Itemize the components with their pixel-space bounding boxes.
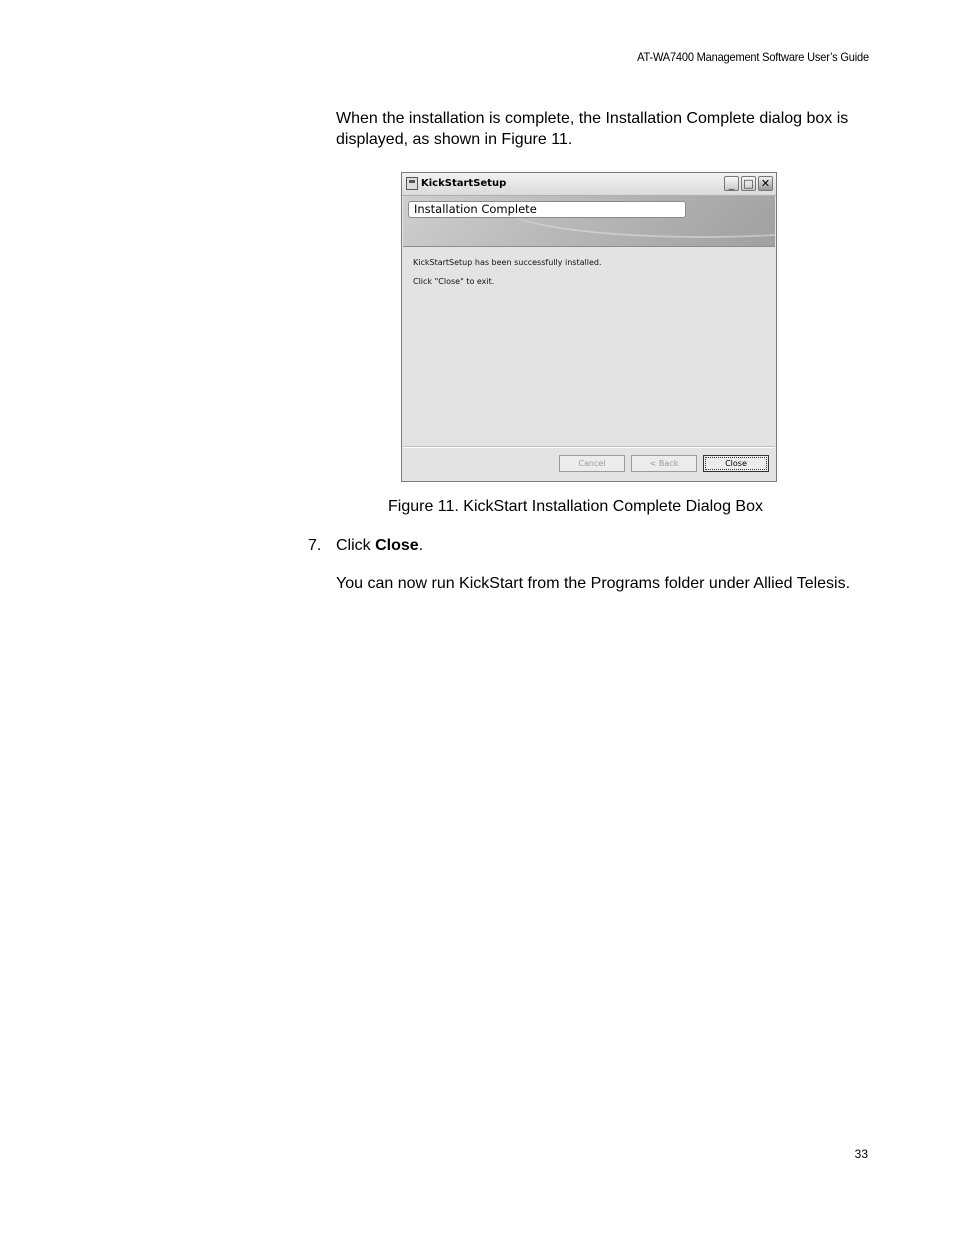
step-prefix: Click: [336, 537, 376, 554]
back-button[interactable]: < Back: [631, 455, 697, 472]
step-7: [308, 535, 423, 556]
dialog-titlebar: [402, 173, 776, 196]
banner-title: Installation Complete: [408, 201, 686, 218]
minimize-icon[interactable]: _: [724, 176, 739, 191]
dialog-title: KickStartSetup: [421, 178, 507, 189]
instruction-message: Click "Close" to exit.: [413, 277, 495, 286]
success-message: KickStartSetup has been successfully installed.: [413, 258, 602, 267]
followup-paragraph: You can now run KickStart from the Programs folder under Allied Telesis.: [336, 575, 851, 592]
figure-caption: Figure 11. KickStart Installation Complete Dialog Box: [388, 498, 763, 515]
running-header: AT-WA7400 Management Software User’s Guide: [637, 50, 869, 64]
dialog-banner: [403, 196, 775, 247]
kickstart-dialog-screenshot: [401, 172, 777, 482]
maximize-icon[interactable]: □: [741, 176, 756, 191]
close-icon[interactable]: ✕: [758, 176, 773, 191]
step-suffix: .: [418, 537, 424, 554]
cancel-button[interactable]: Cancel: [559, 455, 625, 472]
page-number: 33: [854, 1147, 868, 1161]
step-number: 7.: [308, 537, 322, 554]
setup-app-icon: [406, 177, 418, 190]
footer-divider: [403, 446, 775, 448]
step-bold-label: Close: [375, 537, 419, 554]
intro-paragraph: When the installation is complete, the Installation Complete dialog box is displayed, as shown in Figure 11.: [336, 110, 849, 148]
close-button[interactable]: Close: [703, 455, 769, 472]
